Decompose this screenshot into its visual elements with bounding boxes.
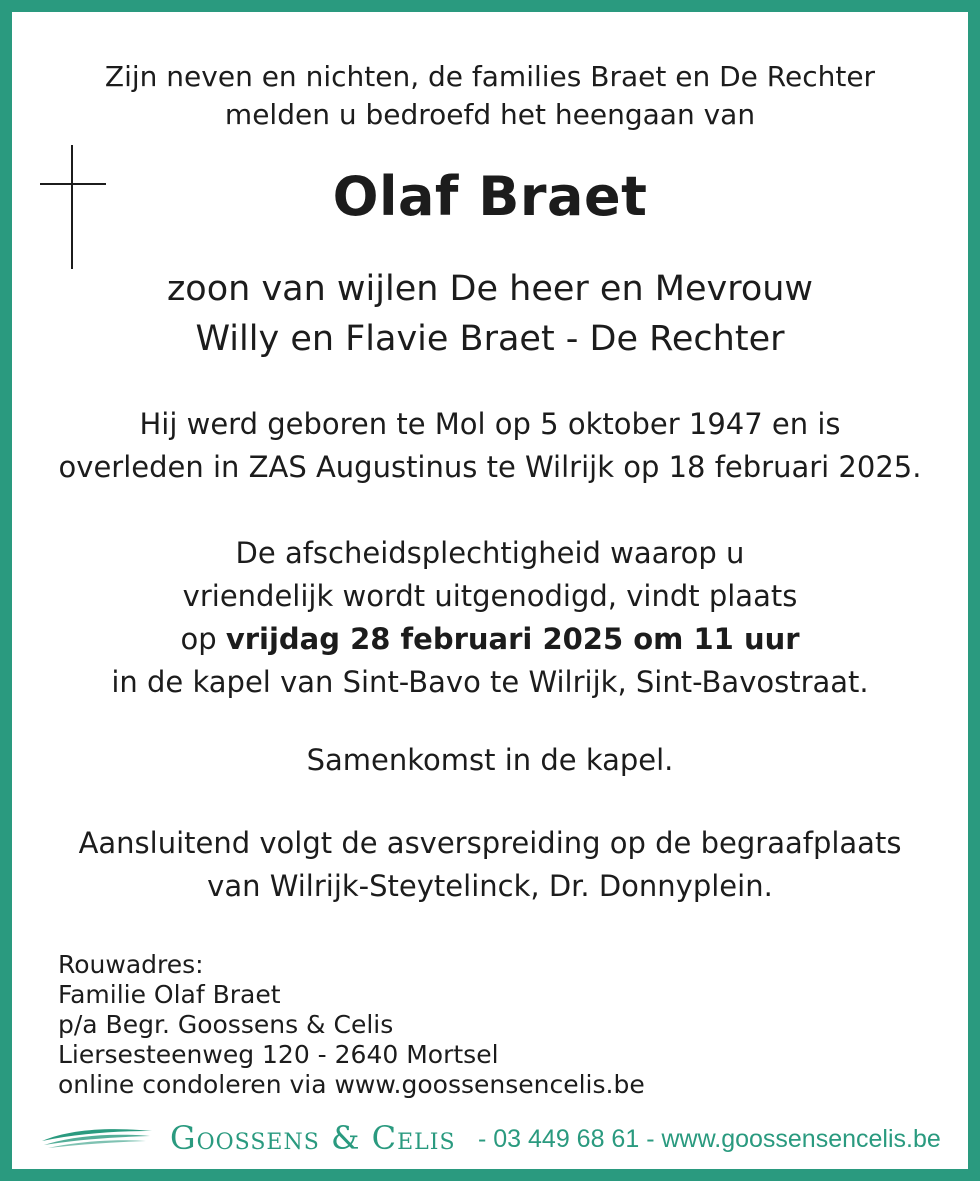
address-line: Liersesteenweg 120 - 2640 Mortsel: [58, 1040, 499, 1069]
funeral-home-contact: - 03 449 68 61 - www.goossensencelis.be: [478, 1125, 941, 1153]
deceased-name: Olaf Braet: [332, 165, 648, 228]
parents-line: Willy en Flavie Braet - De Rechter: [195, 319, 785, 359]
birth-death-line: Hij werd geboren te Mol op 5 oktober 1947 en is: [139, 407, 841, 441]
ceremony-line: in de kapel van Sint-Bavo te Wilrijk, Sint-Bavostraat.: [111, 665, 869, 699]
parents-text: [0, 264, 980, 364]
ceremony-date: vrijdag 28 februari 2025 om 11 uur: [225, 622, 800, 656]
scattering-text: [0, 822, 980, 908]
parents-line: zoon van wijlen De heer en Mevrouw: [166, 269, 814, 309]
birth-death-line: overleden in ZAS Augustinus te Wilrijk op 18 februari 2025.: [58, 450, 922, 484]
address-line: Rouwadres:: [58, 950, 204, 979]
intro-line: melden u bedroefd het heengaan van: [224, 98, 756, 131]
swoosh-logo-icon: [40, 1121, 154, 1151]
funeral-home-brand: Goossens & Celis: [170, 1119, 456, 1157]
birth-death-text: [0, 403, 980, 489]
scattering-line: van Wilrijk-Steytelinck, Dr. Donnyplein.: [207, 869, 773, 903]
intro-line: Zijn neven en nichten, de families Braet en De Rechter: [104, 60, 876, 93]
ceremony-line: De afscheidsplechtigheid waarop u: [235, 536, 745, 570]
address-line: p/a Begr. Goossens & Celis: [58, 1010, 394, 1039]
scattering-line: Aansluitend volgt de asverspreiding op de begraafplaats: [78, 826, 902, 860]
ceremony-date-line: [0, 618, 980, 661]
mourning-address: [58, 950, 645, 1100]
ceremony-text: [0, 532, 980, 704]
ceremony-date-prefix: op: [180, 622, 226, 656]
gathering-text: Samenkomst in de kapel.: [306, 743, 674, 777]
address-line: Familie Olaf Braet: [58, 980, 281, 1009]
ceremony-line: vriendelijk wordt uitgenodigd, vindt plaats: [182, 579, 798, 613]
address-line: online condoleren via www.goossensencelis.be: [58, 1070, 645, 1099]
intro-text: [0, 58, 980, 134]
funeral-home-footer: [0, 1115, 980, 1161]
